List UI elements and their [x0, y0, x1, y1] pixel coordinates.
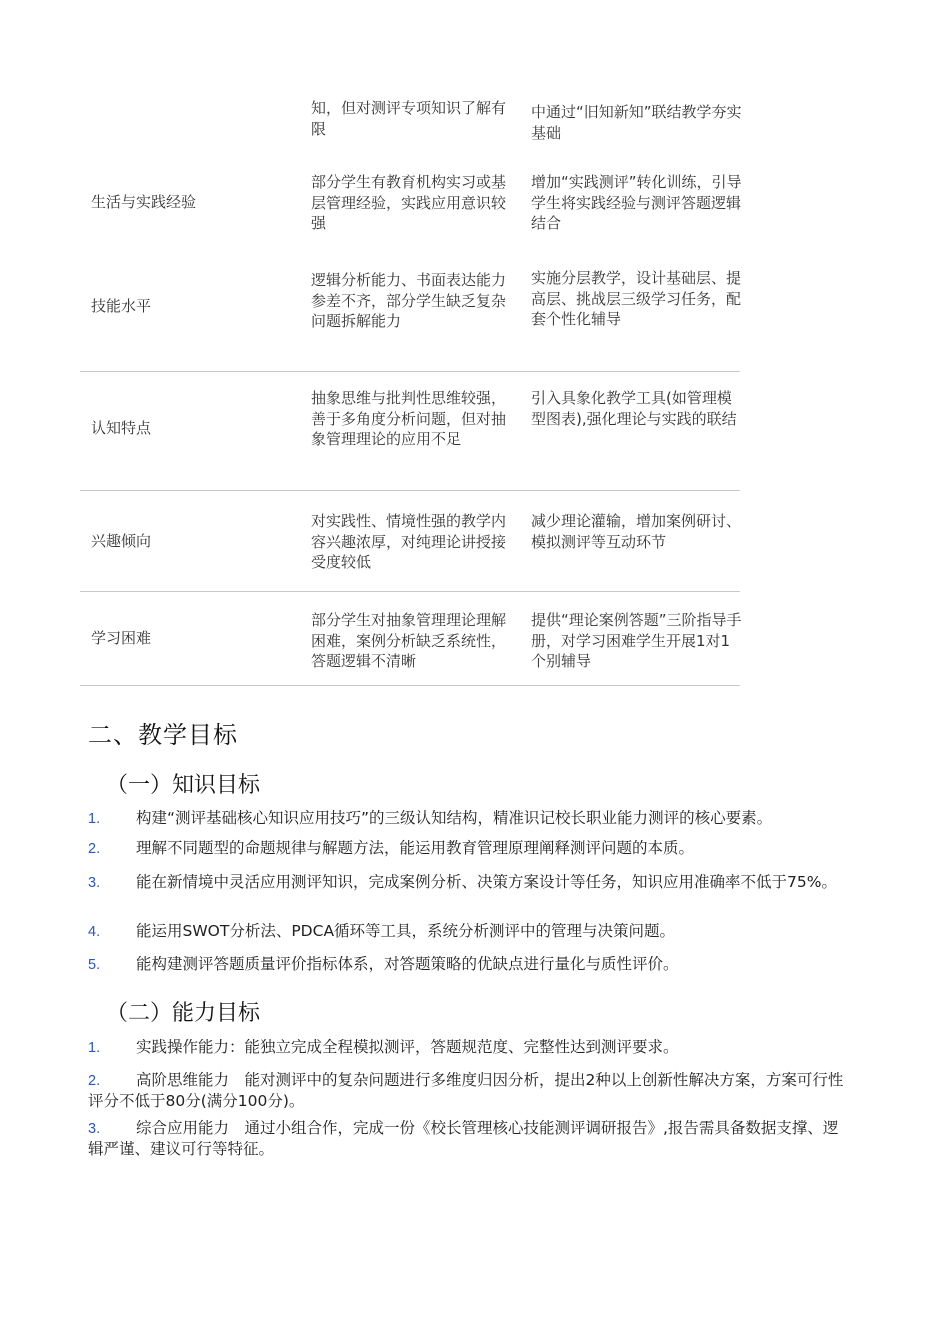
strategy-cell: 中通过“旧知新知”联结教学夯实基础 [531, 103, 742, 142]
situation-cell: 部分学生对抽象管理理论理解困难，案例分析缺乏系统性，答题逻辑不清晰 [311, 611, 507, 670]
list-text: 理解不同题型的命题规律与解题方法，能运用教育管理原理阐释测评问题的本质。 [136, 839, 695, 857]
strategy-cell: 增加“实践测评”转化训练，引导学生将实践经验与测评答题逻辑结合 [531, 173, 742, 232]
list-text: 构建“测评基础核心知识应用技巧”的三级认知结构，精准识记校长职业能力测评的核心要素。 [136, 809, 773, 827]
list-item [88, 872, 858, 893]
table-row [80, 592, 740, 686]
table-row [80, 372, 740, 491]
list-item [88, 808, 878, 829]
list-number: 1. [88, 1040, 101, 1056]
list-number: 2. [88, 841, 101, 857]
situation-cell: 知，但对测评专项知识了解有限 [311, 99, 507, 138]
list-item [88, 1037, 878, 1058]
list-item [88, 838, 878, 859]
section-heading: 二、教学目标 [88, 721, 238, 749]
situation-cell: 抽象思维与批判性思维较强，善于多角度分析问题，但对抽象管理理论的应用不足 [311, 389, 507, 448]
strategy-cell: 实施分层教学，设计基础层、提高层、挑战层三级学习任务，配套个性化辅导 [531, 269, 742, 328]
list-text: 综合应用能力 通过小组合作，完成一份《校长管理核心技能测评调研报告》,报告需具备数据支撑、逻辑严谨、建议可行等特征。 [88, 1119, 839, 1158]
list-item [88, 1118, 848, 1159]
list-text: 能运用SWOT分析法、PDCA循环等工具，系统分析测评中的管理与决策问题。 [136, 922, 676, 940]
strategy-cell: 引入具象化教学工具(如管理模型图表),强化理论与实践的联结 [531, 389, 737, 428]
strategy-cell: 减少理论灌输，增加案例研讨、模拟测评等互动环节 [531, 512, 742, 551]
dimension-cell: 认知特点 [91, 419, 152, 437]
dimension-cell: 学习困难 [91, 629, 152, 647]
list-number: 1. [88, 811, 101, 827]
list-text: 能在新情境中灵活应用测评知识，完成案例分析、决策方案设计等任务，知识应用准确率不低于75%。 [136, 873, 837, 891]
list-number: 3. [88, 1121, 101, 1137]
list-number: 5. [88, 957, 101, 973]
list-number: 4. [88, 924, 101, 940]
list-item [88, 954, 878, 975]
subsection-heading-knowledge: （一）知识目标 [106, 773, 261, 798]
dimension-cell: 技能水平 [91, 297, 152, 315]
table-row [80, 491, 740, 592]
list-item [88, 1070, 858, 1111]
subsection-heading-ability: （二）能力目标 [106, 1001, 261, 1026]
situation-cell: 对实践性、情境性强的教学内容兴趣浓厚，对纯理论讲授接受度较低 [311, 512, 507, 571]
list-number: 3. [88, 875, 101, 891]
dimension-cell: 生活与实践经验 [91, 193, 197, 211]
table-row [80, 254, 740, 372]
situation-cell: 逻辑分析能力、书面表达能力参差不齐，部分学生缺乏复杂问题拆解能力 [311, 271, 507, 330]
situation-cell: 部分学生有教育机构实习或基层管理经验，实践应用意识较强 [311, 173, 507, 232]
student-analysis-table [80, 88, 740, 686]
list-text: 高阶思维能力 能对测评中的复杂问题进行多维度归因分析，提出2种以上创新性解决方案，方案可行性评分不低于80分(满分100分)。 [88, 1071, 844, 1110]
dimension-cell: 兴趣倾向 [91, 532, 152, 550]
strategy-cell: 提供“理论案例答题”三阶指导手册，对学习困难学生开展1对1个别辅导 [531, 611, 742, 670]
table-row [80, 154, 740, 254]
list-text: 能构建测评答题质量评价指标体系，对答题策略的优缺点进行量化与质性评价。 [136, 955, 679, 973]
list-item [88, 921, 878, 942]
list-number: 2. [88, 1073, 101, 1089]
table-row [80, 88, 740, 154]
list-text: 实践操作能力：能独立完成全程模拟测评，答题规范度、完整性达到测评要求。 [136, 1038, 679, 1056]
